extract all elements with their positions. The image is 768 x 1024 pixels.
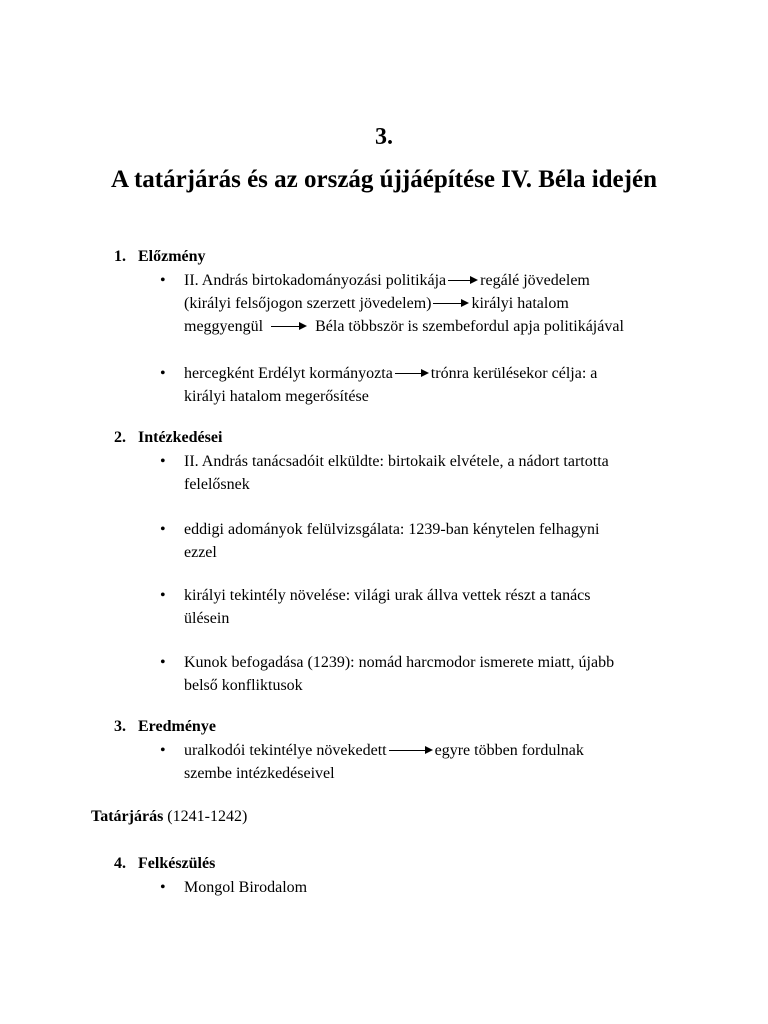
section-heading-3: 3. Eredménye xyxy=(114,718,216,735)
bullet-icon: • xyxy=(160,742,166,759)
list-item: Mongol Birodalom xyxy=(184,879,308,896)
document-title: A tatárjárás és az ország újjáépítése IV. Béla idején xyxy=(111,166,657,193)
list-item-continuation: belső konfliktusok xyxy=(184,677,303,694)
arrow-right-icon xyxy=(271,322,307,332)
section-heading-1: 1. Előzmény xyxy=(114,248,206,265)
bullet-icon: • xyxy=(160,365,166,382)
subheading-tatarjaras: Tatárjárás (1241-1242) xyxy=(91,808,248,825)
list-item: II. András tanácsadóit elküldte: birtokaik elvétele, a nádort tartotta xyxy=(184,453,609,470)
list-item-continuation: (királyi felsőjogon szerzett jövedelem) királyi hatalom xyxy=(184,295,569,312)
arrow-right-icon xyxy=(389,746,433,756)
arrow-right-icon xyxy=(433,299,469,309)
list-item-continuation: felelősnek xyxy=(184,476,250,493)
list-item: eddigi adományok felülvizsgálata: 1239-ban kénytelen felhagyni xyxy=(184,521,600,538)
bullet-icon: • xyxy=(160,654,166,671)
list-item-continuation: meggyengül Béla többször is szembefordul apja politikájával xyxy=(184,318,624,335)
bullet-icon: • xyxy=(160,521,166,538)
list-item-continuation: szembe intézkedéseivel xyxy=(184,765,335,782)
list-item: II. András birtokadományozási politikája regálé jövedelem xyxy=(184,272,590,289)
bullet-icon: • xyxy=(160,587,166,604)
bullet-icon: • xyxy=(160,879,166,896)
list-item: uralkodói tekintélye növekedett egyre többen fordulnak xyxy=(184,742,584,759)
list-item: Kunok befogadása (1239): nomád harcmodor ismerete miatt, újabb xyxy=(184,654,615,671)
arrow-right-icon xyxy=(395,369,429,379)
list-item-continuation: ezzel xyxy=(184,544,217,561)
list-item-continuation: királyi hatalom megerősítése xyxy=(184,388,369,405)
list-item: hercegként Erdélyt kormányozta trónra kerülésekor célja: a xyxy=(184,365,598,382)
section-heading-2: 2. Intézkedései xyxy=(114,429,223,446)
bullet-icon: • xyxy=(160,453,166,470)
list-item: királyi tekintély növelése: világi urak állva vettek részt a tanács xyxy=(184,587,591,604)
list-item-continuation: ülésein xyxy=(184,610,230,627)
section-heading-4: 4. Felkészülés xyxy=(114,855,216,872)
arrow-right-icon xyxy=(448,276,478,286)
chapter-number: 3. xyxy=(375,124,393,150)
bullet-icon: • xyxy=(160,272,166,289)
